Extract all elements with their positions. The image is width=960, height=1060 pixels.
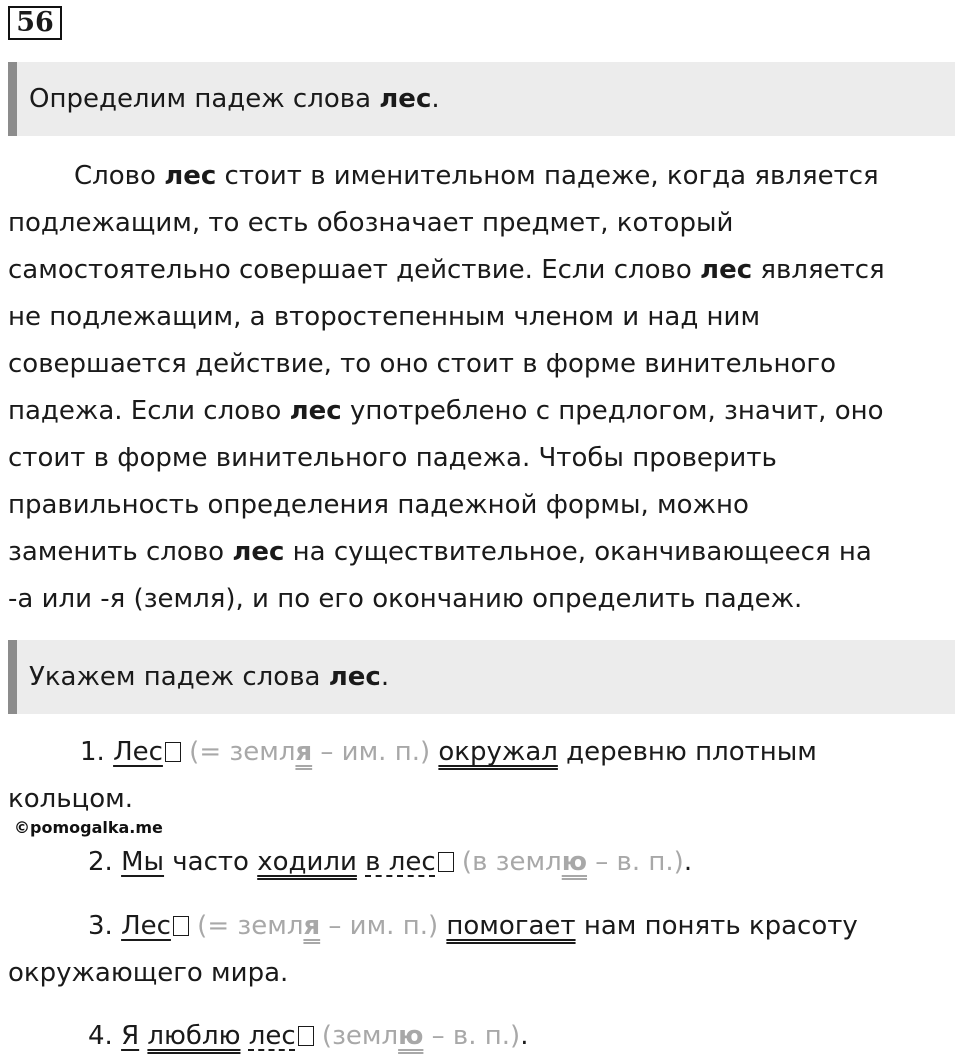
- hint-text: – в. п.): [587, 847, 684, 877]
- sentence-item-4: [8, 1013, 953, 1060]
- paragraph-line: [8, 529, 953, 576]
- bold-word: лес: [289, 396, 342, 426]
- predicate-word: окружал: [438, 737, 558, 767]
- ending-box-icon: [165, 742, 181, 762]
- paragraph-line: [8, 388, 953, 435]
- item-number: 3.: [88, 911, 122, 941]
- bold-word: лес: [232, 537, 285, 567]
- text-fragment: употреблено с предлогом, значит, оно: [341, 396, 884, 426]
- sentence-item-2: [8, 839, 953, 886]
- section-heading-1: [8, 62, 955, 136]
- predicate-word: ходили: [257, 847, 357, 877]
- sentence-line: окружающего мира.: [8, 958, 289, 988]
- heading-text: Определим падеж слова: [29, 84, 380, 114]
- heading-end: .: [380, 662, 390, 692]
- paragraph-line: [8, 153, 953, 200]
- item-number: 2.: [88, 847, 122, 877]
- case-hint: [454, 847, 684, 877]
- paragraph-line: правильность определения падежной формы, можно: [8, 490, 749, 520]
- predicate-word: помогает: [446, 911, 576, 941]
- paragraph-line: подлежащим, то есть обозначает предмет, который: [8, 208, 734, 238]
- paragraph-line: [8, 247, 953, 294]
- hint-ending: ю: [398, 1021, 424, 1051]
- sentence-line: [8, 1013, 953, 1060]
- word-text: в лес: [365, 847, 436, 877]
- paragraph-line: -а или -я (земля), и по его окончанию определить падеж.: [8, 584, 803, 614]
- text-fragment: .: [683, 847, 693, 877]
- hint-ending: я: [295, 737, 313, 767]
- paragraph-line: совершается действие, то оно стоит в форме винительного: [8, 349, 836, 379]
- sentence-line: кольцом.: [8, 784, 134, 814]
- text-fragment: часто: [164, 847, 258, 877]
- object-word: [249, 1021, 314, 1051]
- text-fragment: стоит в именительном падеже, когда является: [216, 161, 879, 191]
- case-hint: [181, 737, 438, 767]
- subject-word: Мы: [121, 847, 165, 877]
- ending-box-icon: [438, 852, 454, 872]
- heading-end: .: [431, 84, 440, 114]
- task-number: 56: [8, 6, 62, 40]
- heading-bold-word: лес: [328, 662, 381, 692]
- predicate-word: люблю: [147, 1021, 241, 1051]
- watermark: ©pomogalka.me: [14, 818, 163, 837]
- sentence-item-1: [8, 729, 953, 823]
- case-hint: [314, 1021, 521, 1051]
- hint-text: (= земл: [188, 911, 304, 941]
- case-hint: [189, 911, 446, 941]
- text-fragment: [357, 847, 365, 877]
- paragraph-line: стоит в форме винительного падежа. Чтобы проверить: [8, 443, 777, 473]
- heading-bold-word: лес: [379, 84, 432, 114]
- word-text: Лес: [121, 911, 171, 941]
- text-fragment: падежа. Если слово: [8, 396, 290, 426]
- text-fragment: Слово: [74, 161, 165, 191]
- subject-word: [121, 911, 189, 941]
- hint-text: – им. п.): [312, 737, 439, 767]
- text-fragment: является: [752, 255, 885, 285]
- word-text: лес: [248, 1021, 296, 1051]
- text-fragment: самостоятельно совершает действие. Если слово: [8, 255, 701, 285]
- hint-text: (в земл: [453, 847, 562, 877]
- text-fragment: заменить слово: [8, 537, 233, 567]
- hint-text: (= земл: [180, 737, 296, 767]
- explanation-paragraph: [8, 153, 953, 623]
- item-number: 1.: [80, 737, 114, 767]
- hint-text: – в. п.): [423, 1021, 521, 1051]
- word-text: Лес: [113, 737, 163, 767]
- sentence-line: [8, 729, 953, 776]
- ending-box-icon: [298, 1026, 314, 1046]
- bold-word: лес: [164, 161, 217, 191]
- paragraph-line: не подлежащим, а второстепенным членом и над ним: [8, 302, 761, 332]
- ending-box-icon: [173, 916, 189, 936]
- subject-word: Я: [121, 1021, 140, 1051]
- hint-ending: ю: [561, 847, 588, 877]
- sentence-line: [8, 903, 953, 950]
- hint-text: – им. п.): [320, 911, 447, 941]
- bold-word: лес: [700, 255, 753, 285]
- text-fragment: на существительное, оканчивающееся на: [284, 537, 872, 567]
- subject-word: [113, 737, 181, 767]
- sentence-item-3: [8, 903, 953, 997]
- text-fragment: .: [520, 1021, 529, 1051]
- object-phrase: [365, 847, 454, 877]
- section-heading-2: [8, 640, 955, 714]
- item-number: 4.: [88, 1021, 122, 1051]
- text-fragment: нам понять красоту: [575, 911, 858, 941]
- hint-text: (земл: [313, 1021, 399, 1051]
- text-fragment: деревню плотным: [557, 737, 817, 767]
- heading-text: Укажем падеж слова: [29, 662, 329, 692]
- text-fragment: [240, 1021, 248, 1051]
- hint-ending: я: [303, 911, 321, 941]
- sentence-line: [8, 839, 953, 886]
